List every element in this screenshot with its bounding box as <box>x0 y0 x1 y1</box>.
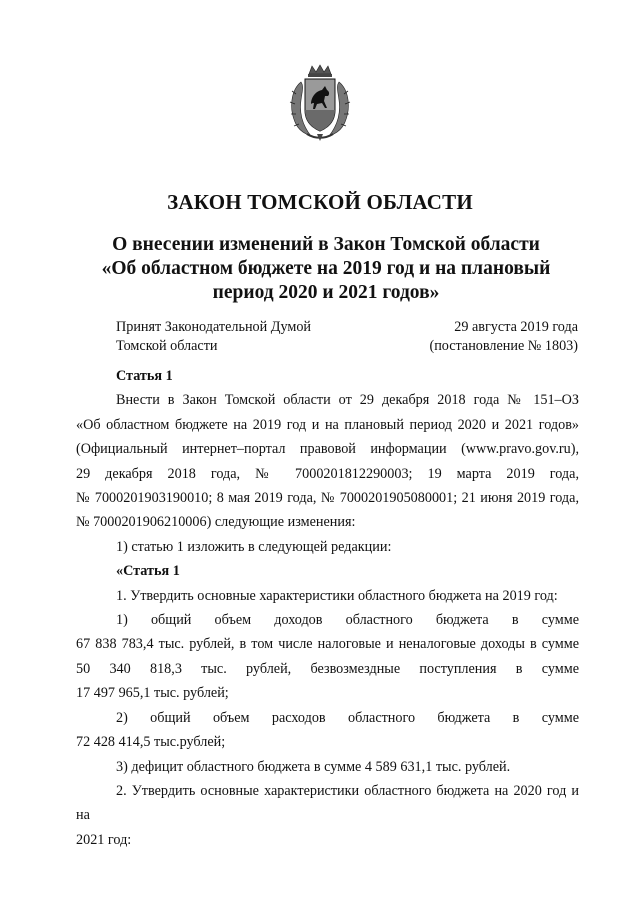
adoption-date-line: 29 августа 2019 года <box>454 319 578 335</box>
subtitle-line: период 2020 и 2021 годов» <box>212 282 440 303</box>
subclause-expenses <box>76 706 579 755</box>
subclause-revenue <box>76 608 579 706</box>
adoption-authority <box>116 318 311 356</box>
document-body <box>76 364 579 852</box>
subtitle-line: О внесении изменений в Закон Томской области <box>112 234 540 255</box>
adoption-authority-line: Томской области <box>116 338 218 354</box>
adoption-date <box>429 318 578 356</box>
intro-paragraph <box>76 388 579 534</box>
paragraph-line: № 7000201906210006) следующие изменения: <box>76 514 356 531</box>
quoted-article-heading: «Статья 1 <box>116 563 180 580</box>
paragraph-line: 72 428 414,5 тыс.рублей; <box>76 734 226 751</box>
document-title: ЗАКОН ТОМСКОЙ ОБЛАСТИ <box>167 190 473 214</box>
paragraph-line: 2) общий объем расходов областного бюджета в сумме <box>116 709 579 726</box>
article-heading: Статья 1 <box>116 368 173 384</box>
resolution-number: (постановление № 1803) <box>429 338 578 354</box>
paragraph-line: 1) общий объем доходов областного бюджета в сумме <box>116 612 579 629</box>
paragraph-line: (Официальный интернет–портал правовой информации (www.pravo.gov.ru), <box>76 441 579 458</box>
paragraph-line: 2021 год: <box>76 831 132 848</box>
paragraph-line: «Об областном бюджете на 2019 год и на плановый период 2020 и 2021 годов» <box>76 416 579 433</box>
paragraph-line: 2. Утвердить основные характеристики областного бюджета на 2020 год и на <box>76 782 579 824</box>
adoption-authority-line: Принят Законодательной Думой <box>116 319 312 335</box>
paragraph-line: № 7000201903190010; 8 мая 2019 года, № 7000201905080001; 21 июня 2019 года, <box>76 490 579 507</box>
paragraph-line: 17 497 965,1 тыс. рублей; <box>76 685 229 702</box>
subtitle-line: «Об областном бюджете на 2019 год и на плановый <box>101 258 551 279</box>
amendment-item: 1) статью 1 изложить в следующей редакции: <box>116 538 392 555</box>
paragraph-line: 67 838 783,4 тыс. рублей, в том числе налоговые и неналоговые доходы в сумме <box>76 636 579 653</box>
paragraph-line: Внести в Закон Томской области от 29 декабря 2018 года № 151–ОЗ <box>116 392 579 409</box>
clause-paragraph: 1. Утвердить основные характеристики областного бюджета на 2019 год: <box>116 587 558 604</box>
paragraph-line: 29 декабря 2018 года, № 7000201812290003; 19 марта 2019 года, <box>76 465 579 482</box>
document-subtitle <box>76 233 576 305</box>
paragraph-line: 50 340 818,3 тыс. рублей, безвозмездные поступления в сумме <box>76 660 579 677</box>
clause-paragraph-2 <box>76 779 579 852</box>
tomsk-coat-of-arms-icon <box>287 64 353 142</box>
subclause-deficit: 3) дефицит областного бюджета в сумме 4 589 631,1 тыс. рублей. <box>116 758 511 775</box>
